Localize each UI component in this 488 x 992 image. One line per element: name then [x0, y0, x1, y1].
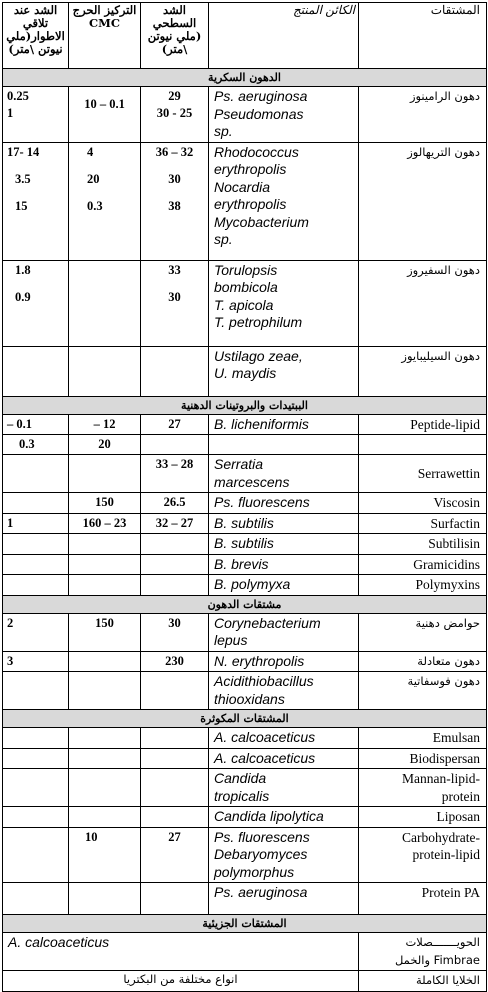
- ift-value: 0.9: [15, 289, 31, 304]
- product-cell: Polymyxins: [359, 575, 487, 596]
- organism-line: polymorphus: [214, 863, 295, 880]
- organism-line: thiooxidans: [214, 690, 285, 707]
- cmc-value: 0.3: [87, 198, 103, 213]
- product-cell: دهون السفيروز: [359, 260, 487, 346]
- ift-cell: [3, 807, 69, 828]
- table-row: [3, 827, 487, 883]
- cmc-cell: 10: [69, 827, 141, 883]
- ift-cell: [3, 672, 69, 710]
- table-row: [3, 142, 487, 260]
- table-row: [3, 513, 487, 534]
- table-row: [3, 933, 487, 971]
- product-line: Mannan-lipid-: [402, 771, 480, 786]
- table-row: [3, 807, 487, 828]
- organism-cell: [209, 455, 359, 493]
- product-cell: Viscosin: [359, 493, 487, 514]
- section-row: [3, 595, 487, 613]
- product-line: protein-lipid: [412, 847, 480, 862]
- ift-value: 1.8: [15, 262, 31, 277]
- ift-cell: [3, 493, 69, 514]
- organism-line: Candida: [214, 770, 267, 786]
- organism-line: sp.: [214, 231, 233, 247]
- table-row: [3, 435, 487, 455]
- header-cmc: التركيز الحرج CMC: [69, 3, 141, 69]
- organism-line: tropicalis: [214, 787, 270, 804]
- product-cell: دهون السيليبايوز: [359, 346, 487, 396]
- st-value: 38: [168, 198, 181, 213]
- cmc-cell: [69, 728, 141, 749]
- ift-cell: [3, 827, 69, 883]
- cmc-cell: [69, 748, 141, 769]
- ift-cell: 1: [3, 513, 69, 534]
- product-cell: دهون التريهالوز: [359, 142, 487, 260]
- st-cell: [141, 435, 209, 455]
- organism-line: Rhodococcus: [214, 143, 299, 160]
- section-lipopeptides: الببتيدات والبروتينات الدهنية: [3, 396, 487, 414]
- product-cell: دهون متعادلة: [359, 651, 487, 672]
- cmc-value: 4: [87, 144, 94, 159]
- cmc-cell: [69, 346, 141, 396]
- organism-line: Debaryomyces: [214, 846, 308, 862]
- section-particulate: المشتقات الجزيئية: [3, 915, 487, 933]
- product-line: والخمل Fimbrae: [394, 952, 480, 967]
- organism-line: Ps. aeruginosa: [214, 88, 308, 104]
- product-cell: Liposan: [359, 807, 487, 828]
- table-row: [3, 883, 487, 915]
- organism-line: bombicola: [214, 279, 278, 295]
- st-cell: [141, 728, 209, 749]
- st-cell: 230: [141, 651, 209, 672]
- ift-cell: [3, 728, 69, 749]
- ift-cell: [3, 769, 69, 807]
- section-glycolipids: الدهون السكرية: [3, 69, 487, 87]
- section-row: [3, 69, 487, 87]
- organism-cell: Ps. fluorescens: [209, 493, 359, 514]
- st-cell: 27: [141, 827, 209, 883]
- product-cell: دهون الرامينوز: [359, 87, 487, 143]
- product-cell: حوامض دهنية: [359, 613, 487, 651]
- table-row: [3, 455, 487, 493]
- organism-cell: A. calcoaceticus: [209, 748, 359, 769]
- header-surface-tension: الشد السطحي (ملي نيوتن \متر): [141, 3, 209, 69]
- table-row: [3, 613, 487, 651]
- ift-cell: [3, 142, 69, 260]
- ift-value: 15: [15, 198, 28, 213]
- organism-line: marcescens: [214, 473, 290, 490]
- organism-line: U. maydis: [214, 365, 277, 381]
- organism-cell: [209, 613, 359, 651]
- product-cell: الخلايا الكاملة: [359, 971, 487, 992]
- cmc-cell: [69, 142, 141, 260]
- section-lipids: مشتقات الدهون: [3, 595, 487, 613]
- cmc-cell: [69, 807, 141, 828]
- organism-cell: انواع مختلفة من البكتريا: [3, 971, 359, 992]
- ift-value: 3.5: [15, 171, 31, 186]
- product-cell: [359, 933, 487, 971]
- organism-line: Serratia: [214, 456, 264, 472]
- organism-line: T. apicola: [214, 296, 274, 313]
- table-row: [3, 414, 487, 435]
- organism-line: Mycobacterium: [214, 213, 309, 230]
- ift-cell: [3, 455, 69, 493]
- cmc-cell: [69, 534, 141, 555]
- organism-cell: A. calcoaceticus: [209, 728, 359, 749]
- cmc-cell: 150: [69, 493, 141, 514]
- ift-cell: [3, 346, 69, 396]
- product-cell: Peptide-lipid: [359, 414, 487, 435]
- ift-cell: – 0.1: [3, 414, 69, 435]
- organism-line: lepus: [214, 632, 248, 648]
- st-cell: 30: [141, 613, 209, 651]
- product-cell: Gramicidins: [359, 554, 487, 575]
- st-cell: [141, 87, 209, 143]
- ift-cell: 3: [3, 651, 69, 672]
- cmc-cell: [69, 769, 141, 807]
- product-cell: Serrawettin: [359, 455, 487, 493]
- section-row: [3, 396, 487, 414]
- cmc-cell: [69, 883, 141, 915]
- ift-cell: [3, 534, 69, 555]
- surfactant-table-page: [0, 2, 488, 987]
- st-cell: 32 – 27: [141, 513, 209, 534]
- table-row: [3, 534, 487, 555]
- ift-cell: [3, 748, 69, 769]
- header-row: [3, 3, 487, 69]
- cmc-cell: [69, 554, 141, 575]
- table-row: [3, 493, 487, 514]
- cmc-value: 10 – 0.1: [84, 97, 125, 111]
- organism-cell: [209, 827, 359, 883]
- st-cell: [141, 346, 209, 396]
- cmc-cell: [69, 87, 141, 143]
- ift-value: 17- 14: [7, 144, 40, 159]
- organism-cell: B. polymyxa: [209, 575, 359, 596]
- st-cell: [141, 575, 209, 596]
- st-value: 36 – 32: [155, 144, 194, 159]
- cmc-cell: [69, 455, 141, 493]
- table-row: [3, 346, 487, 396]
- biosurfactant-table: [2, 2, 487, 992]
- st-cell: 33 – 28: [141, 455, 209, 493]
- organism-cell: B. subtilis: [209, 513, 359, 534]
- st-cell: [141, 748, 209, 769]
- product-cell: Protein PA: [359, 883, 487, 915]
- st-cell: [141, 260, 209, 346]
- product-cell: Subtilisin: [359, 534, 487, 555]
- cmc-cell: [69, 575, 141, 596]
- product-cell: Emulsan: [359, 728, 487, 749]
- product-cell: Surfactin: [359, 513, 487, 534]
- organism-line: T. petrophilum: [214, 314, 303, 330]
- organism-line: erythropolis: [214, 196, 287, 212]
- ift-cell: 2: [3, 613, 69, 651]
- cmc-cell: [69, 260, 141, 346]
- table-row: [3, 87, 487, 143]
- product-line: الحويـــــــصلات: [405, 935, 480, 949]
- st-cell: 26.5: [141, 493, 209, 514]
- ift-cell: 0.3: [3, 435, 69, 455]
- organism-cell: B. licheniformis: [209, 414, 359, 435]
- organism-cell: [209, 672, 359, 710]
- header-ift: الشد عند تلاقي الاطوار(ملي نيوتن \متر): [3, 3, 69, 69]
- ift-cell: [3, 87, 69, 143]
- ift-value: 1: [7, 106, 14, 120]
- product-cell: [359, 769, 487, 807]
- organism-line: Torulopsis: [214, 261, 278, 278]
- ift-value: 0.25: [7, 89, 29, 103]
- organism-cell: Ps. aeruginosa: [209, 883, 359, 915]
- organism-line: Corynebacterium: [214, 614, 321, 631]
- product-line: Carbohydrate-: [402, 829, 480, 845]
- cmc-cell: 160 – 23: [69, 513, 141, 534]
- organism-cell: [209, 142, 359, 260]
- st-cell: [141, 769, 209, 807]
- organism-cell: [209, 260, 359, 346]
- organism-line: Pseudomonas: [214, 105, 304, 122]
- product-cell: دهون فوسفاتية: [359, 672, 487, 710]
- ift-cell: [3, 575, 69, 596]
- st-cell: [141, 807, 209, 828]
- cmc-cell: 20: [69, 435, 141, 455]
- cmc-cell: – 12: [69, 414, 141, 435]
- cmc-value: 20: [87, 171, 100, 186]
- st-value: 30: [168, 171, 181, 186]
- organism-line: Ps. fluorescens: [214, 828, 310, 845]
- ift-cell: [3, 883, 69, 915]
- section-row: [3, 710, 487, 728]
- st-value: 33: [168, 262, 181, 277]
- table-row: [3, 672, 487, 710]
- product-cell: [359, 827, 487, 883]
- st-value: 29: [168, 89, 181, 103]
- ift-cell: [3, 260, 69, 346]
- organism-line: Acidithiobacillus: [214, 673, 314, 689]
- header-product: المشتقات: [359, 3, 487, 69]
- organism-cell: [209, 87, 359, 143]
- section-polymeric: المشتقات المكوثرة: [3, 710, 487, 728]
- table-row: [3, 971, 487, 992]
- table-row: [3, 728, 487, 749]
- organism-cell: [209, 435, 359, 455]
- cmc-cell: 150: [69, 613, 141, 651]
- table-row: [3, 769, 487, 807]
- st-cell: [141, 883, 209, 915]
- organism-line: Ustilago zeae,: [214, 347, 303, 364]
- st-cell: [141, 554, 209, 575]
- product-cell: Biodispersan: [359, 748, 487, 769]
- st-value: 30: [168, 289, 181, 304]
- st-value: 30 - 25: [156, 106, 193, 120]
- product-cell: [359, 435, 487, 455]
- organism-cell: N. erythropolis: [209, 651, 359, 672]
- cmc-cell: [69, 651, 141, 672]
- cmc-cell: [69, 672, 141, 710]
- ift-cell: [3, 554, 69, 575]
- st-cell: [141, 142, 209, 260]
- st-cell: [141, 672, 209, 710]
- table-row: [3, 748, 487, 769]
- st-cell: 27: [141, 414, 209, 435]
- table-row: [3, 260, 487, 346]
- organism-cell: [209, 346, 359, 396]
- organism-line: sp.: [214, 123, 233, 139]
- table-row: [3, 651, 487, 672]
- product-line: protein: [441, 788, 480, 804]
- table-row: [3, 575, 487, 596]
- st-cell: [141, 534, 209, 555]
- organism-line: erythropolis: [214, 161, 287, 177]
- organism-cell: A. calcoaceticus: [3, 933, 359, 971]
- header-organism: الكائن المنتج: [209, 3, 359, 69]
- organism-line: Nocardia: [214, 178, 271, 195]
- organism-cell: B. brevis: [209, 554, 359, 575]
- organism-cell: [209, 769, 359, 807]
- organism-cell: B. subtilis: [209, 534, 359, 555]
- table-row: [3, 554, 487, 575]
- organism-cell: Candida lipolytica: [209, 807, 359, 828]
